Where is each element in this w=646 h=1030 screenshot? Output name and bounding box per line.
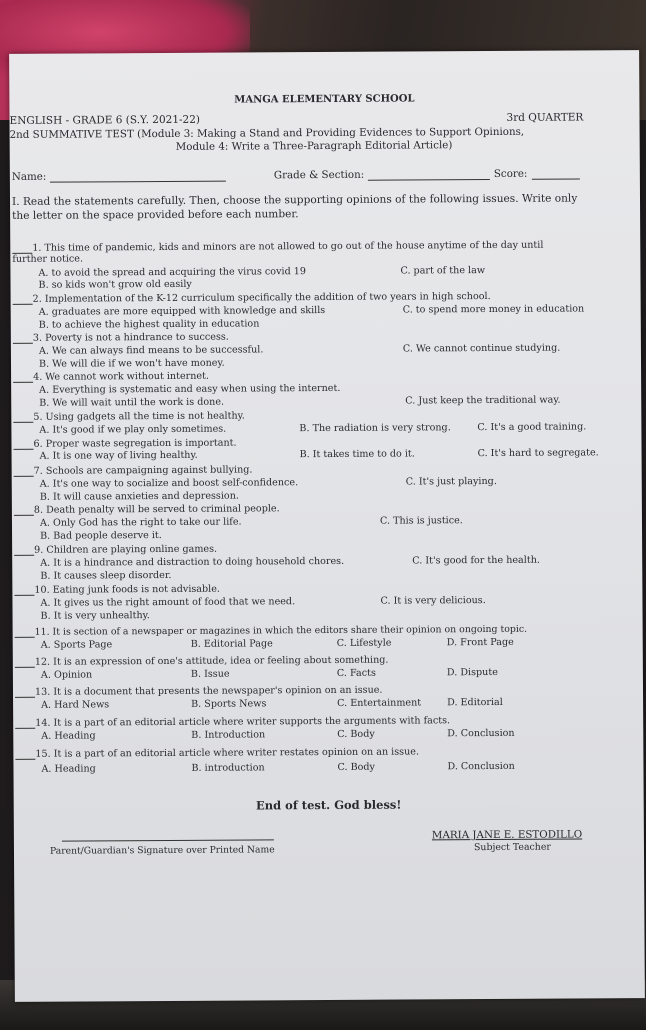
q9-choice-b: B. It causes sleep disorder. xyxy=(40,569,172,582)
q4-choice-c: C. Just keep the traditional way. xyxy=(405,394,561,407)
q2-choice-c: C. to spend more money in education xyxy=(402,303,585,316)
q7-choice-a: A. It's one way to socialize and boost self-confidence. xyxy=(39,477,299,490)
q10-choice-c: C. It is very delicious. xyxy=(380,595,486,607)
test-subtitle: Module 4: Write a Three-Paragraph Editorial Article) xyxy=(175,139,453,153)
question-1: 1. This time of pandemic, kids and minors are not allowed to go out of the house anytime of the day until xyxy=(12,240,543,254)
name-label: Name: xyxy=(12,171,227,183)
q11-choice-a: A. Sports Page xyxy=(40,639,113,651)
q1-choice-a: A. to avoid the spread and acquiring the virus covid 19 xyxy=(38,266,306,279)
q13-choice-d: D. Editorial xyxy=(447,696,503,709)
parent-signature-line xyxy=(62,839,274,841)
q15-choice-d: D. Conclusion xyxy=(447,760,515,773)
q6-choice-b: B. It takes time to do it. xyxy=(299,448,415,461)
q5-choice-b: B. The radiation is very strong. xyxy=(299,422,451,435)
q6-choice-c: C. It's hard to segregate. xyxy=(477,447,599,460)
q8-choice-c: C. This is justice. xyxy=(379,515,463,527)
school-name: MANGA ELEMENTARY SCHOOL xyxy=(234,93,415,106)
q15-choice-b: B. introduction xyxy=(191,762,265,774)
q10-choice-a: A. It gives us the right amount of food that we need. xyxy=(40,596,296,609)
teacher-title: Subject Teacher xyxy=(473,841,551,854)
q4-choice-b: B. We will wait until the work is done. xyxy=(39,396,225,409)
q10-choice-b: B. It is very unhealthy. xyxy=(40,610,150,622)
q11-choice-b: B. Editorial Page xyxy=(190,638,273,650)
test-paper xyxy=(9,50,645,1002)
q11-choice-d: D. Front Page xyxy=(446,636,514,649)
q8-choice-a: A. Only God has the right to take our life. xyxy=(39,516,242,529)
q13-choice-b: B. Sports News xyxy=(191,698,267,710)
q8-choice-b: B. Bad people deserve it. xyxy=(40,530,162,542)
grade-section-label: Grade & Section: xyxy=(274,169,490,181)
quarter: 3rd QUARTER xyxy=(506,111,584,124)
question-5: 5. Using gadgets all the time is not healthy. xyxy=(13,411,245,423)
q1-choice-c: C. part of the law xyxy=(400,265,486,277)
subject-grade: ENGLISH - GRADE 6 (S.Y. 2021-22) xyxy=(9,113,201,127)
question-15: 15. It is a part of an editorial article where writer restates opinion on an issue. xyxy=(15,746,419,759)
question-6: 6. Proper waste segregation is important. xyxy=(13,438,236,450)
q3-choice-c: C. We cannot continue studying. xyxy=(402,342,561,355)
q9-choice-c: C. It's good for the health. xyxy=(412,554,540,567)
q12-choice-c: C. Facts xyxy=(336,667,376,679)
q15-choice-a: A. Heading xyxy=(41,763,96,775)
q14-choice-a: A. Heading xyxy=(41,730,96,742)
q2-choice-b: B. to achieve the highest quality in education xyxy=(38,318,260,331)
question-3: 3. Poverty is not a hindrance to success. xyxy=(13,332,229,344)
question-12: 12. It is an expression of one's attitude, idea or feeling about something. xyxy=(15,655,389,668)
parent-signature-label: Parent/Guardian's Signature over Printed Name xyxy=(49,844,275,857)
q13-choice-a: A. Hard News xyxy=(41,699,110,711)
question-14: 14. It is a part of an editorial article where writer supports the arguments with facts. xyxy=(15,715,450,729)
teacher-name: MARIA JANE E. ESTODILLO xyxy=(431,828,583,842)
instructions-line2: the letter on the space provided before each number. xyxy=(12,208,299,222)
q7-choice-c: C. It's just playing. xyxy=(405,475,497,488)
q13-choice-c: C. Entertainment xyxy=(337,697,422,709)
q7-choice-b: B. It will cause anxieties and depression. xyxy=(39,490,239,503)
q5-choice-a: A. It's good if we play only sometimes. xyxy=(39,423,227,436)
question-2: 2. Implementation of the K-12 curriculum specifically the addition of two years in high school. xyxy=(13,291,491,305)
instructions: I. Read the statements carefully. Then, choose the supporting opinions of the following issues. Write only xyxy=(11,192,578,208)
question-7: 7. Schools are campaigning against bullying. xyxy=(14,464,253,476)
q12-choice-d: D. Dispute xyxy=(446,666,498,679)
question-4: 4. We cannot work without internet. xyxy=(13,371,209,383)
q6-choice-a: A. It is one way of living healthy. xyxy=(39,449,198,462)
end-of-test: End of test. God bless! xyxy=(255,797,402,813)
q14-choice-b: B. Introduction xyxy=(191,729,266,741)
question-11: 11. It is section of a newspaper or magazines in which the editors share their opinion on ongoing topic. xyxy=(15,624,528,638)
question-8: 8. Death penalty will be served to criminal people. xyxy=(14,503,280,516)
question-1-stem-cont: further notice. xyxy=(12,253,84,265)
q4-choice-a: A. Everything is systematic and easy when using the internet. xyxy=(39,382,341,396)
test-title: 2nd SUMMATIVE TEST (Module 3: Making a Stand and Providing Evidences to Support Opinions, xyxy=(9,125,525,141)
question-9: 9. Children are playing online games. xyxy=(14,544,217,556)
q15-choice-c: C. Body xyxy=(337,761,376,773)
q3-choice-b: B. We will die if we won't have money. xyxy=(38,357,225,370)
q3-choice-a: A. We can always find means to be successful. xyxy=(38,344,264,357)
q5-choice-c: C. It's a good training. xyxy=(477,421,587,434)
question-10: 10. Eating junk foods is not advisable. xyxy=(14,584,220,596)
q12-choice-a: A. Opinion xyxy=(40,669,93,681)
q14-choice-d: D. Conclusion xyxy=(447,727,515,740)
q12-choice-b: B. Issue xyxy=(190,668,230,680)
q9-choice-a: A. It is a hindrance and distraction to doing household chores. xyxy=(40,555,345,569)
question-13: 13. It is a document that presents the newspaper's opinion on an issue. xyxy=(15,685,383,698)
score-label: Score: xyxy=(494,168,580,180)
q2-choice-a: A. graduates are more equipped with knowledge and skills xyxy=(38,305,326,318)
q11-choice-c: C. Lifestyle xyxy=(336,637,392,649)
q14-choice-c: C. Body xyxy=(337,728,375,740)
q1-choice-b: B. so kids won't grow old easily xyxy=(38,278,192,291)
